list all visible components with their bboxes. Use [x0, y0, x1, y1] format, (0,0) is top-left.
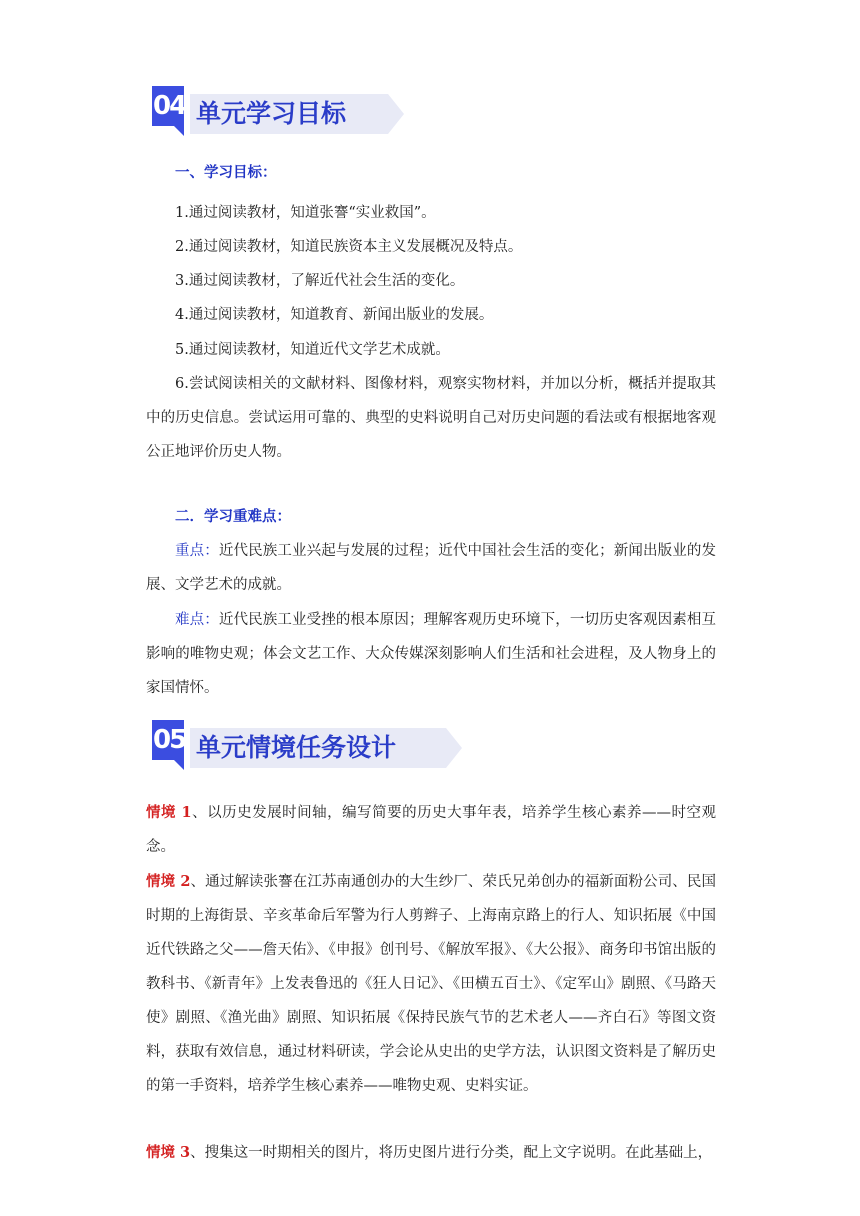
difficulty-paragraph [146, 603, 716, 705]
key-text: 近代民族工业兴起与发展的过程；近代中国社会生活的变化；新闻出版业的发展、文学艺术的成就。 [146, 543, 716, 593]
situation-label: 情境 2 [146, 873, 191, 890]
situation-text: 、以历史发展时间轴，编写简要的历史大事年表，培养学生核心素养——时空观念。 [146, 805, 717, 855]
situation-1 [146, 796, 716, 864]
section-title-05: 单元情境任务设计 [196, 733, 397, 762]
key-point-paragraph [146, 534, 716, 602]
situation-text: 、搜集这一时期相关的图片，将历史图片进行分类，配上文字说明。在此基础上， [190, 1145, 713, 1161]
situation-2 [146, 865, 716, 1103]
goal-item: 3.通过阅读教材，了解近代社会生活的变化。 [175, 273, 465, 289]
goal-item: 1.通过阅读教材，知道张謇“实业救国”。 [175, 205, 436, 221]
difficulty-text: 近代民族工业受挫的根本原因；理解客观历史环境下，一切历史客观因素相互影响的唯物史观；体会文艺工作、大众传媒深刻影响人们生活和社会进程，及人物身上的家国情怀。 [146, 612, 716, 696]
goal-item: 4.通过阅读教材，知道教育、新闻出版业的发展。 [175, 307, 494, 323]
situation-3 [146, 1136, 716, 1170]
goal-item: 6.尝试阅读相关的文献材料、图像材料，观察实物材料，并加以分析，概括并提取其中的历史信息。尝试运用可靠的、典型的史料说明自己对历史问题的看法或有根据地客观公正地评价历史人物。 [146, 376, 716, 460]
situation-text: 、通过解读张謇在江苏南通创办的大生纱厂、荣氏兄弟创办的福新面粉公司、民国时期的上海街景、辛亥革命后军警为行人剪辫子、上海南京路上的行人、知识拓展《中国近代铁路之父——詹天佑》、《申报》创刊号、《解放军报》、《大公报》、商务印书馆出版的教科书、《新青年》上发表鲁迅的《狂人日记》、《田横五百士》、《定军山》剧照、《马路天使》剧照、《渔光曲》剧照、知识拓展《保持民族气节的艺术老人——齐白石》等图文资料，获取有效信息，通过材料研读，学会论从史出的史学方法，认识图文资料是了解历史的第一手资料，培养学生核心素养——唯物史观、史料实证。 [146, 874, 716, 1094]
situation-label: 情境 1 [146, 804, 192, 821]
section-banner-05 [150, 716, 470, 780]
goal-item: 5.通过阅读教材，知道近代文学艺术成就。 [175, 342, 450, 358]
difficulty-label: 难点： [175, 612, 219, 628]
goals-heading: 一、学习目标： [175, 164, 277, 181]
key-points-heading: 二．学习重难点： [175, 508, 291, 525]
situation-label: 情境 3 [146, 1144, 191, 1161]
section-banner-04 [150, 82, 410, 146]
section-title-04: 单元学习目标 [196, 99, 347, 128]
section-number-04: 04 [153, 91, 186, 121]
key-label: 重点： [175, 543, 219, 559]
goal-item: 2.通过阅读教材，知道民族资本主义发展概况及特点。 [175, 239, 523, 255]
section-number-05: 05 [153, 725, 186, 755]
